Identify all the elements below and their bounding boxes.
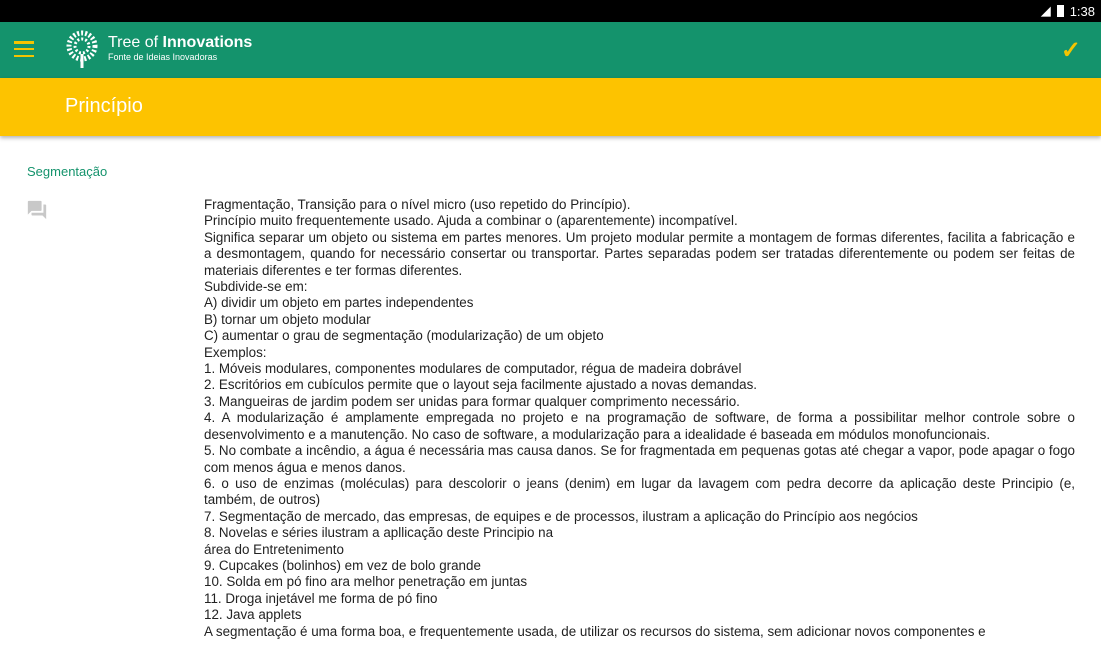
description-line: A segmentação é uma forma boa, e frequentemente usada, de utilizar os recursos do sistema, sem adicionar novos componentes e: [204, 623, 986, 639]
description-line: 10. Solda em pó fino ara melhor penetração em juntas: [204, 574, 528, 590]
description-line: 3. Mangueiras de jardim podem ser unidas para formar qualquer comprimento necessário.: [204, 393, 740, 409]
sub-header: [0, 78, 1101, 136]
brand-title-light: Tree of: [108, 34, 163, 51]
description-line: 6. o uso de enzimas (moléculas) para descolorir o jeans (denim) em lugar da lavagem com pedra decorre da aplicação deste Principio (e, também, de outros): [204, 475, 1075, 508]
wifi-icon: ◢: [1040, 3, 1051, 18]
brand: [108, 34, 252, 63]
description-line: B) tornar um objeto modular: [204, 311, 371, 327]
description-line: Subdivide-se em:: [204, 279, 308, 295]
status-bar: [0, 0, 1101, 22]
brand-subtitle: Fonte de Ideias Inovadoras: [108, 52, 218, 62]
brand-title-bold: Innovations: [162, 34, 253, 51]
description-line: área do Entretenimento: [204, 541, 344, 557]
description-line: A) dividir um objeto em partes independentes: [204, 295, 474, 311]
description-line: Princípio muito frequentemente usado. Ajuda a combinar o (aparentemente) incompatível.: [204, 213, 738, 229]
description-line: 5. No combate a incêndio, a água é necessária mas causa danos. Se for fragmentada em pequenas gotas até chegar a vapor, pode apagar o fogo com menos água e menos danos.: [204, 443, 1075, 475]
app-bar: [0, 22, 1101, 78]
description-line: 2. Escritórios em cubículos permite que o layout seja facilmente ajustado a novas demandas.: [204, 377, 758, 393]
check-icon[interactable]: ✓: [1060, 37, 1081, 64]
description-line: Fragmentação, Transição para o nível micro (uso repetido do Princípio).: [204, 197, 631, 212]
tree-logo-icon: [62, 30, 102, 70]
description-line: 9. Cupcakes (bolinhos) em vez de bolo grande: [204, 557, 481, 573]
page-title: Princípio: [65, 95, 143, 117]
menu-icon[interactable]: [14, 41, 34, 57]
description-line: 7. Segmentação de mercado, das empresas, de equipes e de processos, ilustram a aplicação do Princípio aos negócios: [204, 508, 918, 524]
comment-icon: [26, 199, 48, 221]
description-line: 8. Novelas e séries ilustram a apllicação deste Principio na: [204, 525, 554, 541]
clock: 1:38: [1069, 3, 1095, 19]
battery-icon: [1057, 5, 1064, 17]
principle-description: [204, 197, 1075, 640]
description-line: 4. A modularização é amplamente empregada no projeto e na programação de software, de forma a possibilitar melhor controle sobre o desenvolvimento e a manutenção. No caso de software, a modularização para a idealidade é baseada em módulos monofuncionais.: [204, 410, 1075, 442]
description-line: 11. Droga injetável me forma de pó fino: [204, 590, 438, 606]
description-line: Significa separar um objeto ou sistema em partes menores. Um projeto modular permite a montagem de formas diferentes, facilita a fabricação e a desmontagem, quando for necessário consertar ou transportar. Partes separadas podem ser tratadas diferentemente ou podem ser feitas de materiais diferentes e ter formas diferentes.: [204, 229, 1075, 278]
description-line: C) aumentar o grau de segmentação (modularização) de um objeto: [204, 328, 604, 344]
description-line: Exemplos:: [204, 344, 267, 360]
description-line: 1. Móveis modulares, componentes modulares de computador, régua de madeira dobrável: [204, 361, 742, 377]
principle-name: Segmentação: [27, 164, 108, 179]
description-line: 12. Java applets: [204, 607, 302, 623]
